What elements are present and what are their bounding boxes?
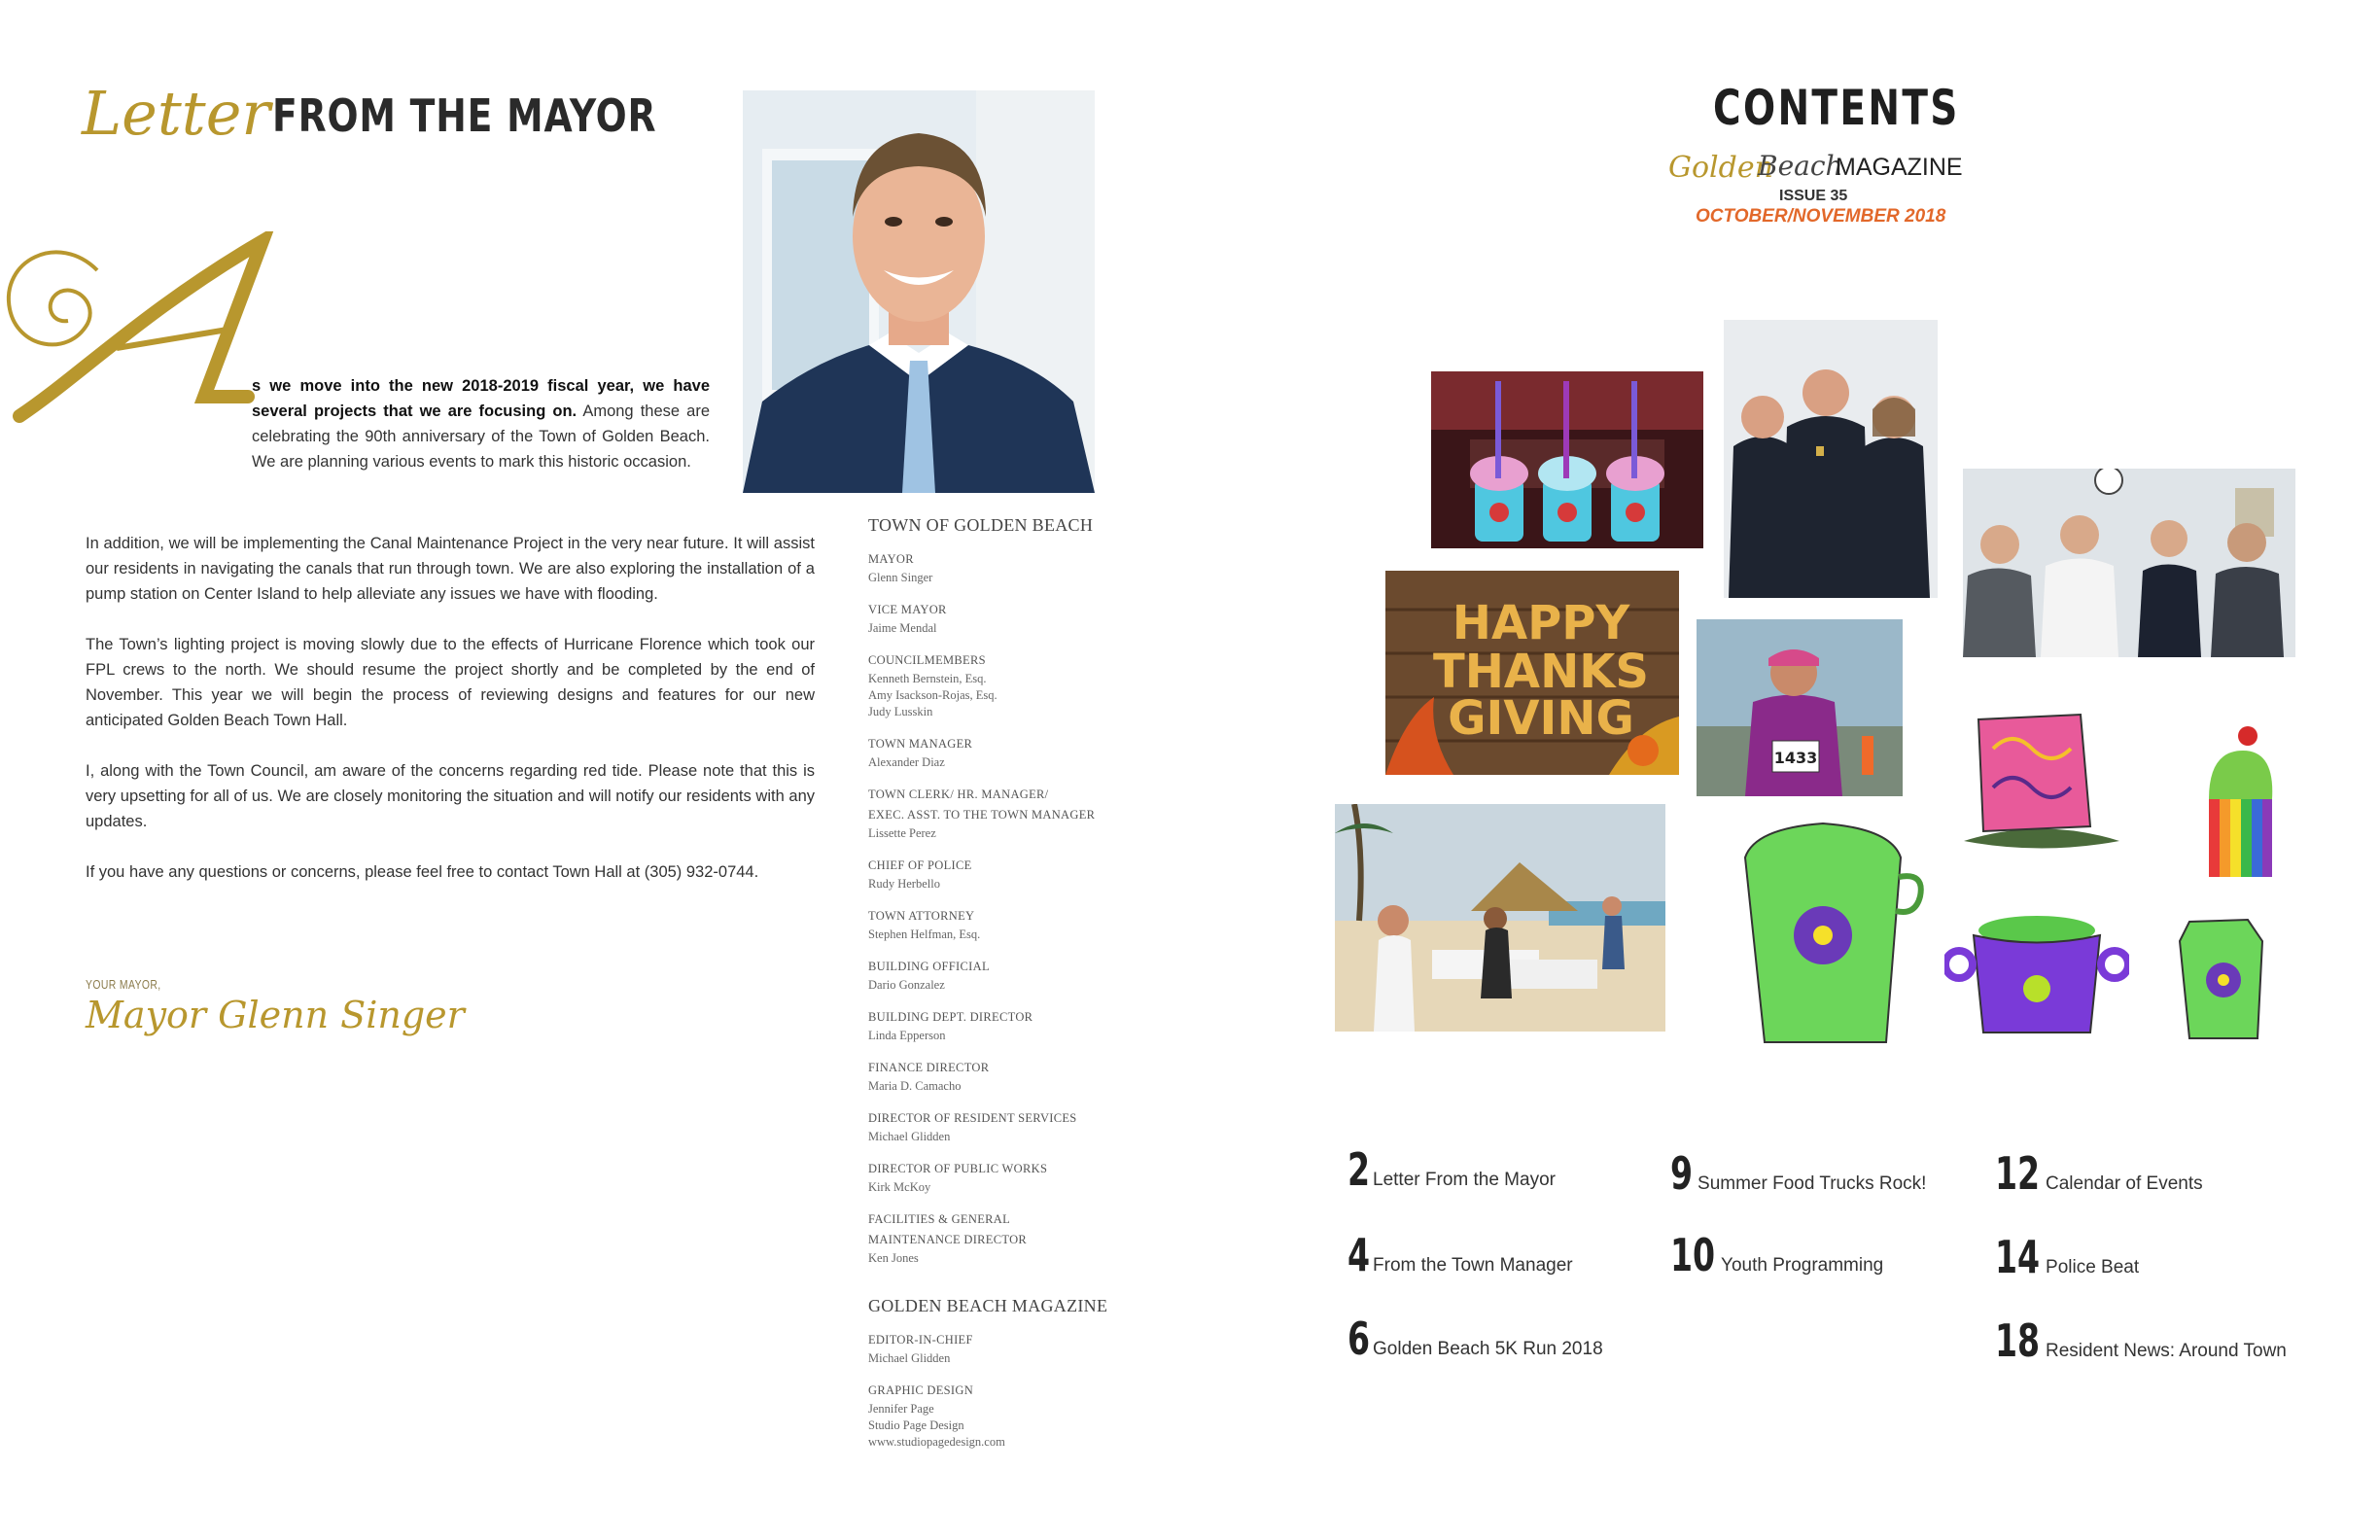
staff-name: Kenneth Bernstein, Esq. bbox=[868, 672, 987, 685]
staff-entry bbox=[868, 600, 1189, 637]
kids-drawing-hat bbox=[1954, 710, 2129, 856]
letter-paragraph: The Town’s lighting project is moving slowly due to the effects of Hurricane Florence which took our FPL crews to the north. We should resume the project shortly and be completed by the end of November. This year we will begin the process of reviewing designs and features for our new anticipated Golden Beach Town Hall. bbox=[86, 636, 815, 729]
kids-drawing-small-pitcher bbox=[2170, 912, 2277, 1048]
staff-role: DIRECTOR OF PUBLIC WORKS bbox=[868, 1162, 1048, 1175]
town-directory-title: TOWN OF GOLDEN BEACH bbox=[868, 515, 1094, 535]
staff-name: Michael Glidden bbox=[868, 1351, 951, 1365]
staff-name: Dario Gonzalez bbox=[868, 978, 945, 992]
letter-intro-rest: Among these are celebrating the 90th anniversary of the Town of Golden Beach. We are planning various events to mark this historic occasion. bbox=[252, 402, 710, 471]
magazine-logo-golden: Golden bbox=[1668, 151, 1773, 185]
staff-name: Maria D. Camacho bbox=[868, 1079, 962, 1093]
staff-role: CHIEF OF POLICE bbox=[868, 858, 972, 872]
issue-date: OCTOBER/NOVEMBER 2018 bbox=[1696, 206, 1946, 227]
beach-craft-event-photo bbox=[1335, 804, 1665, 1032]
toc-page-number: 14 bbox=[1995, 1231, 2041, 1283]
staff-entry bbox=[868, 1381, 1189, 1451]
toc-page-number: 18 bbox=[1995, 1314, 2041, 1367]
staff-role: DIRECTOR OF RESIDENT SERVICES bbox=[868, 1111, 1077, 1125]
council-group-photo bbox=[1963, 469, 2295, 657]
letter-header-script: Letter bbox=[82, 78, 271, 149]
toc-entry[interactable] bbox=[1995, 1314, 2287, 1367]
toc-label: Letter From the Mayor bbox=[1373, 1170, 1556, 1190]
toc-label: Summer Food Trucks Rock! bbox=[1698, 1173, 1927, 1194]
staff-name: Lissette Perez bbox=[868, 826, 936, 840]
toc-label: From the Town Manager bbox=[1373, 1255, 1573, 1276]
runner-bib-number: 1433 bbox=[1773, 749, 1818, 767]
staff-role: TOWN CLERK/ HR. MANAGER/ bbox=[868, 788, 1049, 801]
staff-role: BUILDING OFFICIAL bbox=[868, 960, 990, 973]
staff-entry bbox=[868, 856, 1189, 892]
staff-role: EDITOR-IN-CHIEF bbox=[868, 1333, 973, 1347]
toc-label: Youth Programming bbox=[1721, 1255, 1884, 1276]
kids-drawing-green-pitcher bbox=[1726, 819, 1925, 1052]
mayor-portrait-photo bbox=[743, 90, 1095, 493]
staff-role: MAYOR bbox=[868, 552, 914, 566]
staff-entry bbox=[868, 650, 1189, 720]
magazine-logo-beach: Beach bbox=[1758, 150, 1843, 182]
staff-role: VICE MAYOR bbox=[868, 603, 947, 616]
magazine-directory-title: GOLDEN BEACH MAGAZINE bbox=[868, 1296, 1108, 1315]
toc-page-number: 10 bbox=[1670, 1229, 1716, 1281]
toc-label: Police Beat bbox=[2046, 1257, 2140, 1278]
staff-role-line2: MAINTENANCE DIRECTOR bbox=[868, 1233, 1028, 1246]
toc-entry[interactable] bbox=[1348, 1312, 1603, 1365]
toc-entry[interactable] bbox=[1670, 1147, 1926, 1200]
staff-role: TOWN ATTORNEY bbox=[868, 909, 975, 923]
staff-name: Ken Jones bbox=[868, 1251, 919, 1265]
letter-intro-paragraph bbox=[252, 373, 710, 474]
sign-line-1: HAPPY bbox=[1452, 596, 1630, 650]
toc-entry[interactable] bbox=[1995, 1147, 2203, 1200]
staff-role: COUNCILMEMBERS bbox=[868, 653, 986, 667]
kids-drawing-purple-pot bbox=[1944, 906, 2129, 1042]
staff-entry bbox=[868, 734, 1189, 771]
letter-header-title: FROM THE MAYOR bbox=[272, 89, 657, 142]
staff-name: Alexander Diaz bbox=[868, 755, 945, 769]
staff-name: Studio Page Design bbox=[868, 1418, 964, 1432]
staff-role: BUILDING DEPT. DIRECTOR bbox=[868, 1010, 1033, 1024]
staff-role: GRAPHIC DESIGN bbox=[868, 1383, 974, 1397]
staff-directory bbox=[868, 515, 1189, 1464]
toc-page-number: 9 bbox=[1670, 1147, 1694, 1200]
toc-page-number: 4 bbox=[1348, 1229, 1371, 1281]
magazine-logo-word: MAGAZINE bbox=[1836, 154, 1963, 181]
issue-number: ISSUE 35 bbox=[1779, 188, 1848, 204]
staff-entry bbox=[868, 1058, 1189, 1095]
toc-label: Resident News: Around Town bbox=[2046, 1341, 2287, 1361]
sign-line-2: THANKS bbox=[1433, 645, 1649, 699]
staff-role: TOWN MANAGER bbox=[868, 737, 973, 751]
staff-name: Jennifer Page bbox=[868, 1402, 934, 1416]
toc-page-number: 2 bbox=[1348, 1143, 1371, 1196]
staff-name: www.studiopagedesign.com bbox=[868, 1435, 1005, 1449]
sign-line-3: GIVING bbox=[1448, 691, 1634, 746]
toc-page-number: 6 bbox=[1348, 1312, 1371, 1365]
staff-entry bbox=[868, 1007, 1189, 1044]
staff-name: Kirk McKoy bbox=[868, 1180, 931, 1194]
letter-intro-bold: s we move into the new 2018-2019 fiscal year, we have several projects that we are focusing on. bbox=[252, 377, 710, 420]
toc-entry[interactable] bbox=[1348, 1143, 1556, 1196]
staff-entry bbox=[868, 957, 1189, 994]
staff-role-line2: EXEC. ASST. TO THE TOWN MANAGER bbox=[868, 808, 1096, 822]
staff-role: FINANCE DIRECTOR bbox=[868, 1061, 990, 1074]
staff-name: Rudy Herbello bbox=[868, 877, 940, 891]
staff-entry bbox=[868, 1209, 1189, 1267]
kids-drawing-cupcake bbox=[2199, 721, 2277, 882]
staff-name: Jaime Mendal bbox=[868, 621, 937, 635]
mayor-signature: Mayor Glenn Singer bbox=[86, 994, 465, 1036]
contents-title: CONTENTS bbox=[1713, 80, 1960, 136]
letter-body bbox=[86, 531, 815, 910]
staff-name: Stephen Helfman, Esq. bbox=[868, 928, 981, 941]
drop-cap-a-ornament bbox=[0, 231, 282, 426]
signoff-label: YOUR MAYOR, bbox=[86, 977, 161, 992]
staff-entry bbox=[868, 1159, 1189, 1196]
toc-entry[interactable] bbox=[1670, 1229, 1883, 1281]
staff-entry bbox=[868, 549, 1189, 586]
staff-entry bbox=[868, 906, 1189, 943]
staff-name: Glenn Singer bbox=[868, 571, 933, 584]
staff-name: Linda Epperson bbox=[868, 1029, 946, 1042]
staff-role: FACILITIES & GENERAL bbox=[868, 1212, 1011, 1226]
toc-label: Calendar of Events bbox=[2046, 1173, 2203, 1194]
food-truck-drinks-photo bbox=[1431, 371, 1703, 548]
staff-name: Amy Isackson-Rojas, Esq. bbox=[868, 688, 998, 702]
happy-thanksgiving-photo bbox=[1385, 571, 1679, 775]
letter-paragraph: If you have any questions or concerns, please feel free to contact Town Hall at (305) 932-0744. bbox=[86, 863, 759, 881]
5k-runner-photo bbox=[1697, 619, 1903, 796]
letter-paragraph: I, along with the Town Council, am aware of the concerns regarding red tide. Please note that this is very upsetting for all of us. We are closely monitoring the situation and will notify our residents with any updates. bbox=[86, 762, 815, 830]
toc-label: Golden Beach 5K Run 2018 bbox=[1373, 1339, 1603, 1359]
staff-entry bbox=[868, 1108, 1189, 1145]
letter-paragraph: In addition, we will be implementing the Canal Maintenance Project in the very near future. It will assist our residents in navigating the canals that run through town. We are also exploring the installation of a pump station on Center Island to help alleviate any issues we have with flooding. bbox=[86, 535, 815, 603]
toc-entry[interactable] bbox=[1348, 1229, 1573, 1281]
staff-name: Judy Lusskin bbox=[868, 705, 933, 718]
staff-name: Michael Glidden bbox=[868, 1130, 951, 1143]
staff-entry bbox=[868, 785, 1189, 842]
staff-entry bbox=[868, 1330, 1189, 1367]
police-officers-photo bbox=[1724, 320, 1938, 598]
toc-entry[interactable] bbox=[1995, 1231, 2139, 1283]
toc-page-number: 12 bbox=[1995, 1147, 2041, 1200]
